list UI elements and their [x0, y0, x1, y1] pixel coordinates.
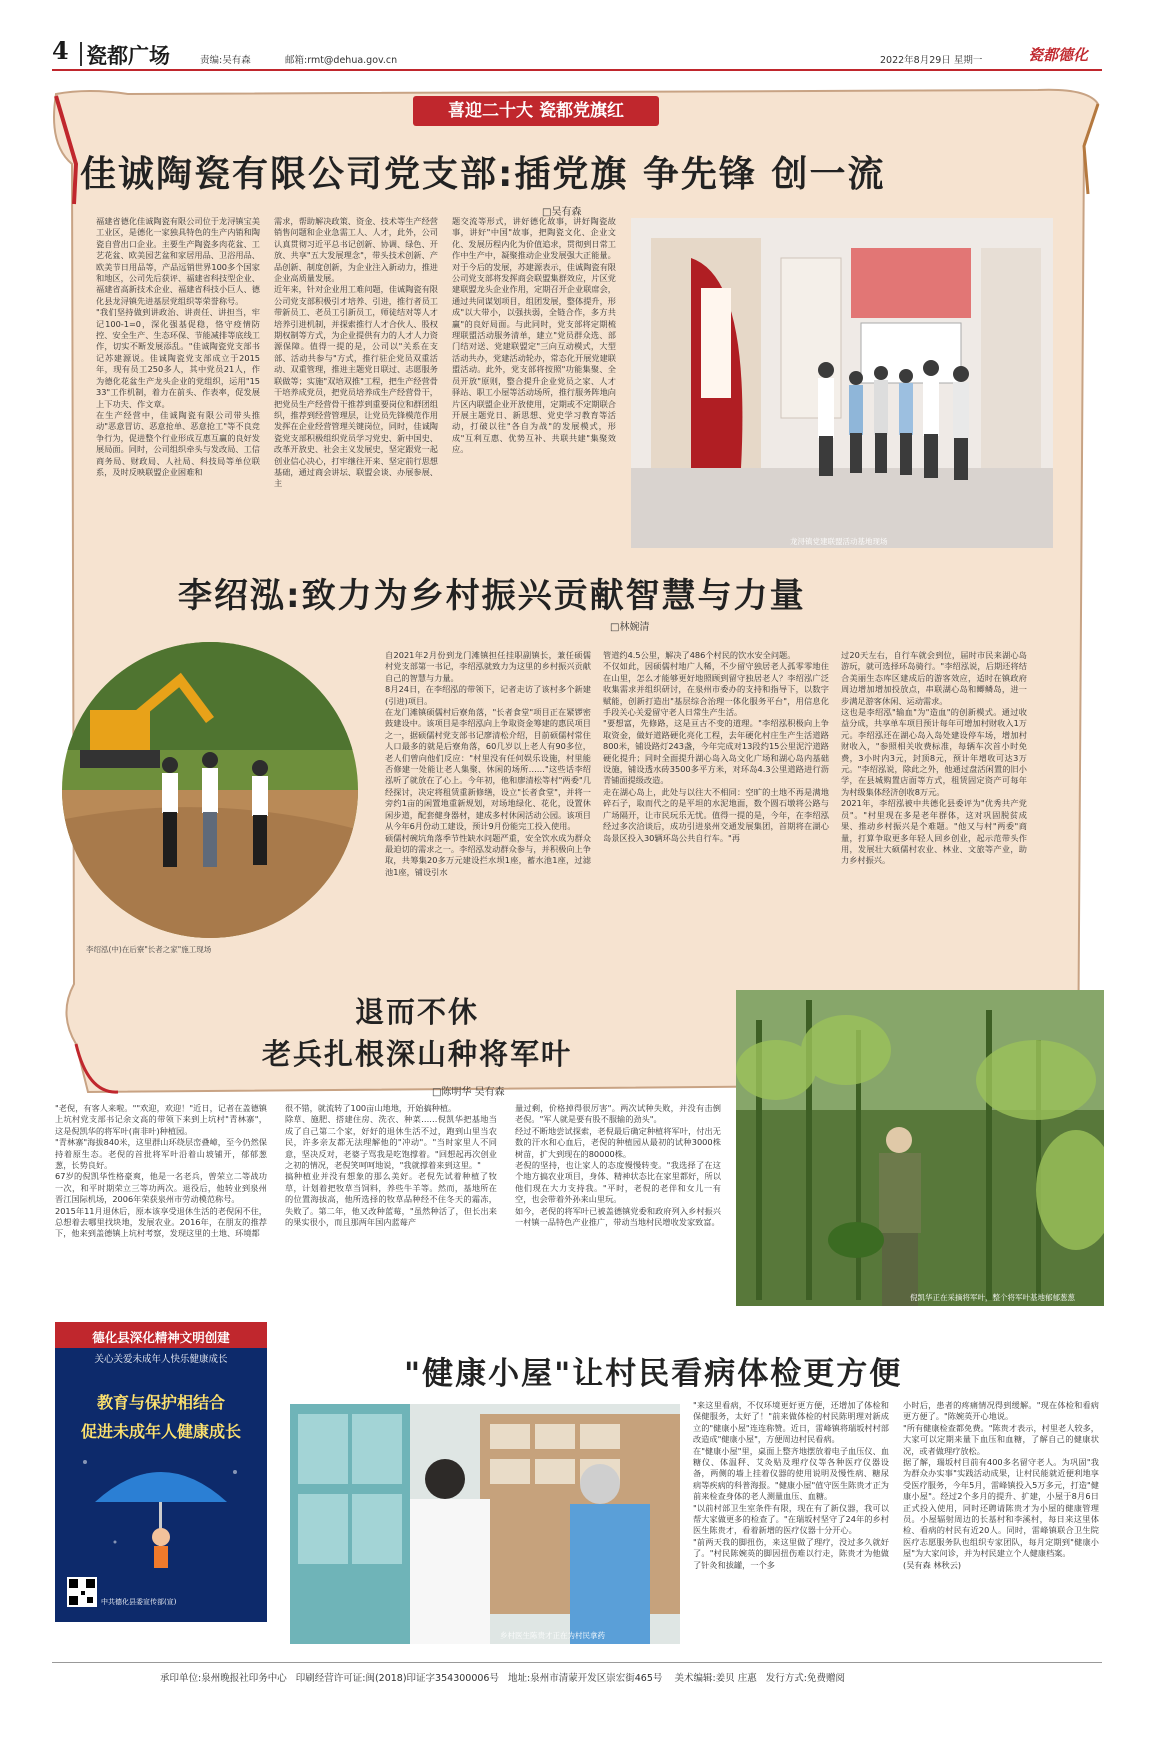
article2-column-1: 自2021年2月份到龙门滩镇担任挂职副镇长，兼任硕儒村党支部第一书记，李绍泓就致力为这里的乡村振兴贡献自己的智慧与力量。 8月24日，在李绍泓的带领下，记者走访了该村多个新建(引进)项目。 在龙门滩镇硕儒村后寮角落，"长者食堂"项目正在紧锣密鼓建设中。该项目是李绍泓向上争取资金筹建的惠民项目之一，据硕儒村党支部书记廖清松介绍，目前硕儒村常住人口最多的就是后寮角落，60几岁以上老人有90多位，老人们曾向他们反应："村里没有任何娱乐设施，村里能否修建一处能让老人集聚、休闲的场所……"这些话李绍泓听了就放在了心上。今年初，他和廖清松等村"两委"几经探讨，决定将租赁重新修缮，设立"长者食堂"，并将一旁约1亩的闲置地重新规划，对场地绿化、花化，设置休闲步道，配套健身器材，建成多村休闲活动公园。该项目从今年6月份动工建设，预计9月份能完工投入使用。 硕儒村碗坑角落季节性缺水问题严重，安全饮水成为群众最迫切的需求之一。李绍泓发动群众参与，并积极向上争取，共筹集20多万元建设拦水坝1座，蓄水池1座，过滤池1座，铺设引水: [385, 650, 591, 877]
article3-column-2: 很不错，就流转了100亩山地地，开始搞种植。 除草、施肥、搭建住房、洗衣、种菜……倪凯华把基地当成了自己第二个家，好好的退休生活不过，跑到山里当农民，许多亲友都无法理解他的"冲动"。"当时家里人不同意，坚决反对，老婆子骂我是吃饱撑着。"回想起再次创业之初的情况，老倪笑呵呵地说，"我就撑着来到这里。" 搞种植业并没有想象的那么美好。老倪先试着种植了牧草，计划着把牧草当饲料，养些牛羊等。然而，基地所在的位置海拔高，他所选择的牧草品种经不住冬天的霜冻，失败了。第二年，他又改种蓝莓，"虽然种活了，但长出来的果实很小，而且那两年国内蓝莓产: [285, 1103, 497, 1228]
article2-column-2: 管道约4.5公里，解决了486个村民的饮水安全问题。 不仅如此，因硕儒村地广人稀，不少留守独居老人孤零零地住在山里，怎么才能够更好地照顾到留守独居老人？李绍泓广泛收集需求并组织研讨，在泉州市委办的支持和指导下，以数字赋能，创新打造出"基层综合治理一体化服务平台"，用信息化手段关心关爱留守老人日常生产生活。 "要想富，先修路，这是亘古不变的道理。"李绍泓积极向上争取资金，做好道路硬化亮化工程，去年硬化村庄生产生活道路800米，铺设路灯243盏，今年完成对13段约15公里泥泞道路硬化提升；同时全面提升湖心岛入岛文化广场和湖心岛内基础设施，铺设透水砖3500多平方米，对环岛4.3公里道路进行沥青铺面提级改造。 走在湖心岛上，此处与以往大不相同：空旷的土地不再是满地碎石子，取而代之的是平坦的水泥地面，数个圆石墩将公路与广场隔开，让市民玩乐无忧。值得一提的是，今年，在李绍泓经过多次洽谈后，成功引进泉州交通发展集团，首期将在湖心岛景区投入30辆环岛公共自行车。"再: [603, 650, 829, 843]
header-rule: [52, 69, 1102, 71]
footer-address: 地址:泉州市清蒙开发区崇宏街465号: [508, 1673, 663, 1684]
section-title: 瓷都广场: [86, 44, 170, 68]
poster-credit: 中共德化县委宣传部(宣): [101, 1598, 177, 1606]
article1-title: 佳诚陶瓷有限公司党支部:插党旗 争先锋 创一流: [80, 154, 886, 195]
article1-column-2: 需求，帮助解决政策、资金、技术等生产经营销售问题和企业急需工人、人才，此外，公司认真贯彻习近平总书记创新、协调、绿色、开放、共享"五大发展理念"，带头技术创新、产品创新、制度创新，为企业注入新动力，推进企业高质量发展。 近年来，针对企业用工难问题，佳诚陶瓷有限公司党支部积极引才培养、引进，推行者员工带新员工、老员工引新员工，师徒结对等人才培养引进机制，并探索推行人才合伙人、股权期权制等方式，为企业提供有力的人才人力资源保障。值得一提的是，公司以"关系在支部、活动共参与"方式，推行驻企党员双重活动、双重管理，推进主题党日联过、志愿服务联做等；实施"双培双推"工程，把生产经营骨干培养成党员，把党员培养成生产经营骨干，把党员生产经营骨干推荐到重要岗位和群团组织，推荐到经营管理层，让党员先锋模范作用发挥在企业经营管理关键岗位，同时，佳诚陶瓷党支部积极组织党员学习党史、新中国史、改革开放史、社会主义发展史，坚定跟党一起创业信心决心，打牢继往开来、坚定前行思想基础，通过商会讲坛、联盟会谈、办展参展、主: [274, 216, 438, 489]
poster-heading: 德化县深化精神文明创建: [55, 1322, 267, 1348]
article1-column-3: 题交流等形式，讲好德化故事，讲好陶瓷故事，讲好"中国"故事，把陶瓷文化、企业文化、发展历程内化为价值追求，贯彻到日常工作中生产中，凝聚推动企业发展强大正能量。 对于今后的发展，苏建源表示，佳诚陶瓷有限公司党支部将发挥商会联盟集群效应，片区党建联盟龙头企业作用，定期召开企业联席会，通过共同谋划项目，组团发展，整体提升，形成"以大带小，以强扶弱，全链合作，多方共赢"的良好局面。与此同时，党支部将定期梳理联盟活动服务清单，建立"党员群众选、部门结对送、党建联盟定"三向互动模式，大型活动共办，党建活动轮办，常态化开展党建联盟活动。此外，党支部将按照"功能集聚、全员开放"原则，整合提升企业党员之家、人才驿站、职工小屋等活动场所，推行服务阵地向片区内联盟企业开放使用，定期或不定期联合开展主题党日、新思想、党史学习教育等活动，打破以往"各自为战"的发展模式，形成"互利互惠、优势互补、共联共建"集聚效应。: [452, 216, 616, 455]
article3-column-3: 量过剩，价格掉得很厉害"。两次试种失败，并没有击倒老倪。"军人就是要有股不服输的劲头"。 经过不断地尝试探索，老倪最后确定种植将军叶，付出无数的汗水和心血后，老倪的种植园从最初的试种3000株树苗，扩大到现在的80000株。 老倪的坚持，也让家人的态度慢慢转变。"我选择了在这个地方搞农业项目，身体、精神状态比在家里都好，所以他们现在大力支持我。"平时，老倪的老伴和女儿一有空，也会带着外孙来山里玩。 如今，老倪的将军叶已被盖德镇党委和政府列入乡村振兴一村镇一品特色产业推广，带动当地村民增收发家致富。: [515, 1103, 721, 1228]
footer: [160, 1670, 845, 1684]
article2-byline: □林婉清: [610, 622, 650, 633]
article4-title: "健康小屋"让村民看病体检更方便: [404, 1356, 903, 1392]
footer-distribution: 发行方式:免费赠阅: [765, 1673, 845, 1684]
article3-title-line1: 退而不休: [355, 995, 480, 1029]
article3-column-1: "老倪，有客人来啦。""欢迎，欢迎！"近日，记者在盖德镇上坑村党支部书记余文高的带领下来到上坑村"青林寨"，这是倪凯华的将军叶(南非叶)种植园。 "青林寨"海拔840米，这里群山环绕层峦叠嶂，至今仍然保持着原生态。老倪的首批将军叶沿着山坡铺开，郁郁葱葱，长势良好。 67岁的倪凯华性格豪爽，他是一名老兵，曾荣立二等战功一次，和平时期荣立三等功两次。退役后，他转业到泉州晋江国际机场，2006年荣获泉州市劳动模范称号。 2015年11月退休后，原本该享受退休生活的老倪闲不住，总想着去哪里找块地，发展农业。2016年，在朋友的推荐下，他来到盖德镇上坑村考察，发现这里的土地、环境都: [55, 1103, 267, 1239]
article4-column-2: 小时后，患者的疼痛情况得到缓解。"现在体检和看病更方便了。"陈婉英开心地说。 "所有健康检查都免费。"陈贵才表示，村里老人较多，大家可以定期来量下血压和血糖，了解自己的健康状况，或者做理疗放松。 据了解，瑞坂村目前有400多名留守老人。为巩固"我为群众办实事"实践活动成果，让村民能就近便利地享受医疗服务，今年5月，雷峰镇投入5万多元，打造"健康小屋"。经过2个多月的提升、扩建，小屋于8月6日正式投入使用，同时还聘请陈贵才为小屋的健康管理员。小屋辐射周边的长基村和李溪村，每日来这里体检、看病的村民有近20人。同时，雷峰镇联合卫生院医疗志愿服务队也组织专家团队，每月定期到"健康小屋"为大家问诊，并为村民建立个人健康档案。 (吴有森 林秋云): [903, 1400, 1099, 1570]
farmer-plantation-photo: [736, 990, 1104, 1306]
editor-email: 邮箱:rmt@dehua.gov.cn: [285, 55, 398, 66]
poster-subheading: 关心关爱未成年人快乐健康成长: [94, 1354, 228, 1365]
footer-license: 印刷经营许可证:闽(2018)印证字354300006号: [295, 1673, 499, 1684]
footer-sponsor: 承印单位:泉州晚报社印务中心: [160, 1673, 287, 1684]
article3-title-line2: 老兵扎根深山种将军叶: [262, 1037, 573, 1071]
civilization-poster: [55, 1322, 267, 1622]
qr-code: [67, 1577, 97, 1607]
article1-byline: □吴有森: [542, 207, 582, 218]
poster-slogan-line2: 促进未成年人健康成长: [80, 1422, 241, 1441]
article4-photo-caption: 乡村医生陈贵才正在为村民拿药: [500, 1631, 605, 1640]
article2-title: 李绍泓:致力为乡村振兴贡献智慧与力量: [178, 576, 806, 616]
editor-credit: 责编:吴有森: [200, 55, 251, 66]
party-building-hall-photo: [631, 218, 1053, 548]
article1-column-1: 福建省德化佳诚陶瓷有限公司位于龙浔镇宝美工业区，是德化一家独具特色的生产内销和陶瓷自营出口企业。主要生产陶瓷多肉花盆、工艺花盆、欧美园艺盆和家居用品、卫浴用品、欧美节日用品等，产品远销世界100多个国家和地区，公司先后获评、福建省科技型企业、福建省高新技术企业、福建省科技小巨人、德化县龙浔镇先进基层党组织等荣誉称号。 "我们坚持做到讲政治、讲责任、讲担当，牢记100-1=0，深化强基促稳，恪守疫情防控、安全生产、生态环保、节能减排等底线工作，切实不断发展添乱。"佳诚陶瓷党支部书记苏建源说。佳诚陶瓷党支部成立于2015年，现有员工250多人，其中党员21人，作为德化花盆生产龙头企业的党组织，运用"1533"工作机制，着力在前头、作表率，促发展上下功夫、作文章。 在生产经营中，佳诚陶瓷有限公司带头推动"恶意冒访、恶意抢单、恶意抢工"等不良竞争行为，促进整个行业形成互惠互赢的良好发展局面。同时，公司组织牵头与发改局、工信商务局、财政局、人社局、科技局等单位联系，及时反映联盟企业困难和: [96, 216, 260, 477]
footer-art-editor: 美术编辑:姜贝 庄惠: [674, 1673, 757, 1684]
article2-column-3: 过20天左右，自行车就会到位，届时市民来湖心岛游玩，就可选择环岛骑行。"李绍泓说，后期还将结合美丽生态库区建成后的游客效应，适时在镇政府周边增加增加投放点，串联湖心岛和鲫鳞岛，进一步满足游客休闲、运动需求。 这也是李绍泓"输血"为"造血"的创新模式。通过收益分成，共享单车项目预计每年可增加村财收入1万元。李绍泓还在湖心岛入岛处建设停车场，增加村财收入，"参照相关收费标准，每辆车次首小时免费，3小时内3元，封顶8元，预计年增收可达3万元。"李绍泓说，除此之外，他通过盘活闲置的旧小学，在县城购置店面等方式，租赁固定资产可每年为村级集体经济创收8万元。 2021年，李绍泓被中共德化县委评为"优秀共产党员"。"村里现在多是老年群体，这对巩固脱贫成果、推动乡村振兴是个难题。"他又与村"两委"商量，打算争取更多年轻人回乡创业，起示范带头作用，发展壮大硕儒村农业、林业、文旅等产业，助力乡村振兴。: [841, 650, 1027, 866]
clinic-photo: [290, 1404, 680, 1644]
footer-rule: [52, 1662, 1102, 1663]
issue-date: 2022年8月29日 星期一: [880, 55, 983, 66]
article1-photo-caption: 龙浔镇党建联盟活动基地现场: [790, 537, 888, 546]
page-number: 4: [52, 36, 69, 65]
section-banner: 喜迎二十大 瓷都党旗红: [413, 96, 659, 126]
construction-site-photo: [60, 640, 360, 940]
article3-photo-caption: 倪凯华正在采摘将军叶，整个将军叶基地郁郁葱葱: [910, 1293, 1075, 1302]
article4-column-1: "来这里看病，不仅环境更好更方便，还增加了体检和保健服务，太好了！"前来做体检的村民陈明理对新成立的"健康小屋"连连称赞。近日，雷峰镇将瑞坂村村部改造成"健康小屋"，方便周边村民看病。 在"健康小屋"里，桌面上整齐地摆放着电子血压仪、血糖仪、体温秤、艾灸贴及理疗仪等各种医疗仪器设备，两侧的墙上挂着仪器的使用说明及慢性病、糖尿病等疾病的科普海报。"健康小屋"值守医生陈贵才正为前来检查身体的老人测量血压、血糖。 "以前村部卫生室条件有限，现在有了新仪器，我可以帮大家做更多的检查了。"在瑞坂村坚守了24年的乡村医生陈贵才，看着新增的医疗仪器十分开心。 "前两天我的脚扭伤，来这里做了理疗，没过多久就好了。"村民陈婉英的脚因扭伤难以行走，陈贵才为他做了针灸和拔罐，一个多: [693, 1400, 889, 1570]
newspaper-logo: 瓷都德化: [1028, 46, 1089, 64]
poster-slogan-line1: 教育与保护相结合: [96, 1393, 225, 1412]
umbrella-illustration: [55, 1442, 267, 1582]
article2-photo-caption: 李绍泓(中)在后寮"长者之家"施工现场: [86, 945, 212, 954]
header-divider: [80, 42, 82, 66]
article3-byline: □陈明华 吴有森: [432, 1087, 505, 1098]
